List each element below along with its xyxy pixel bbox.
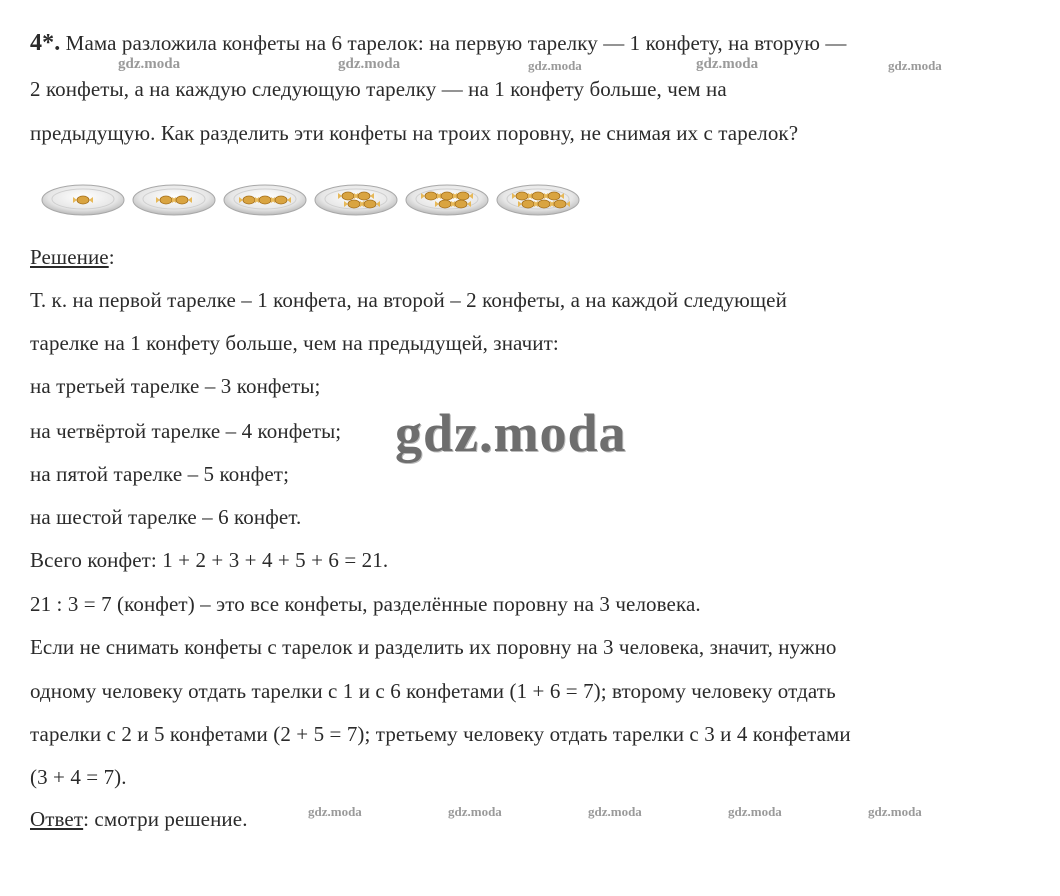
plate-1 (42, 185, 124, 215)
watermark-text: gdz.moda (308, 804, 362, 819)
plate-4 (315, 185, 397, 215)
problem-line-2: 2 конфеты, а на каждую следующую тарелку — на 1 конфету больше, чем на (30, 77, 727, 101)
solution-line: Если не снимать конфеты с тарелок и разделить их поровну на 3 человека, значит, нужно (30, 635, 837, 659)
plate-2 (133, 185, 215, 215)
solution-line: на пятой тарелке – 5 конфет; (30, 462, 290, 486)
watermark-text: gdz.moda (118, 56, 181, 72)
plate-3 (224, 185, 306, 215)
solution-line: 21 : 3 = 7 (конфет) – это все конфеты, разделённые поровну на 3 человека. (30, 592, 701, 616)
plates-illustration (32, 178, 602, 222)
plate-6 (497, 185, 579, 215)
solution-heading-colon: : (108, 245, 115, 269)
watermark-text: gdz.moda (728, 804, 782, 819)
solution-line: на третьей тарелке – 3 конфеты; (30, 374, 321, 398)
problem-line-3: предыдущую. Как разделить эти конфеты на троих поровну, не снимая их с тарелок? (30, 121, 799, 145)
solution-line: Т. к. на первой тарелке – 1 конфета, на второй – 2 конфеты, а на каждой следующей (30, 288, 787, 312)
solution-line: на шестой тарелке – 6 конфет. (30, 505, 302, 529)
solution-line: (3 + 4 = 7). (30, 765, 127, 789)
plate-5 (406, 185, 488, 215)
answer-line (30, 806, 248, 832)
watermark-text: gdz.moda (888, 58, 942, 73)
solution-line: Всего конфет: 1 + 2 + 3 + 4 + 5 + 6 = 21. (30, 548, 389, 572)
solution-line: одному человеку отдать тарелки с 1 и с 6 конфетами (1 + 6 = 7); второму человеку отдать (30, 679, 836, 703)
solution-line: тарелки с 2 и 5 конфетами (2 + 5 = 7); третьему человеку отдать тарелки с 3 и 4 конфетами (30, 722, 851, 746)
solution-heading-line (30, 244, 115, 270)
answer-label: Ответ (30, 807, 84, 831)
watermark-big: gdz.moda (395, 403, 627, 463)
solution-heading: Решение (30, 245, 109, 269)
watermark-text: gdz.moda (868, 804, 922, 819)
watermark-text: gdz.moda (338, 56, 401, 72)
solution-line: на четвёртой тарелке – 4 конфеты; (30, 419, 342, 443)
watermark-text: gdz.moda (448, 804, 502, 819)
watermark-text: gdz.moda (696, 56, 759, 72)
problem-number: 4*. (30, 30, 61, 56)
problem-line-1 (30, 30, 846, 56)
solution-line: тарелке на 1 конфету больше, чем на предыдущей, значит: (30, 331, 559, 355)
answer-text: : смотри решение. (83, 807, 248, 831)
problem-text-1: Мама разложила конфеты на 6 тарелок: на первую тарелку — 1 конфету, на вторую — (65, 31, 847, 55)
watermark-text: gdz.moda (588, 804, 642, 819)
watermark-text: gdz.moda (528, 58, 582, 73)
